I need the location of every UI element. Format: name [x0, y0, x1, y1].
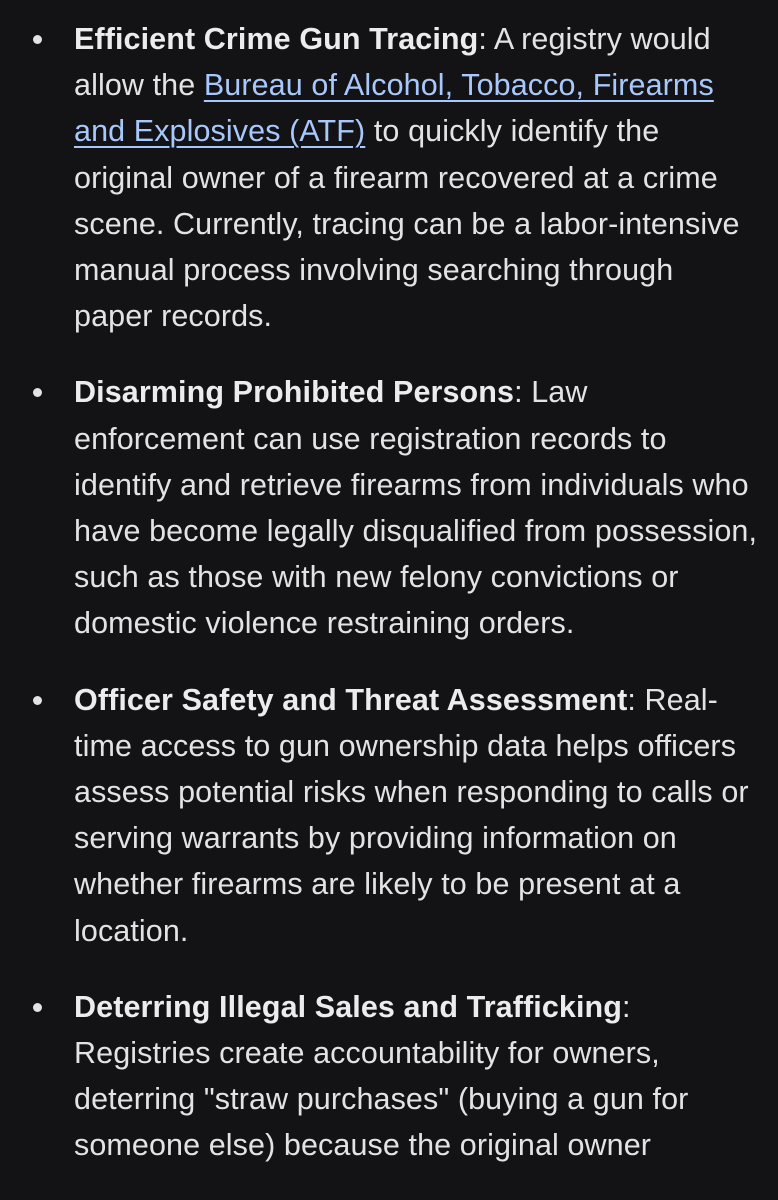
list-item-crime-gun-tracing [0, 16, 758, 339]
item-text: Registries create accountability for owners, deterring "straw purchases" (buying a gun for someone else) because the original owner [74, 1036, 689, 1163]
list-item-deterring-illegal-sales [0, 984, 758, 1169]
bullet-icon [33, 388, 42, 397]
bullet-icon [33, 1003, 42, 1012]
atf-link[interactable]: Bureau of Alcohol, Tobacco, Firearms and Explosives (ATF) [74, 68, 714, 149]
list-item-officer-safety [0, 677, 758, 954]
item-text: Law enforcement can use registration records to identify and retrieve firearms from individuals who have become legally disqualified from possession, such as those with new felony convictions or domestic violence restraining orders. [74, 375, 758, 641]
item-colon: : [627, 682, 636, 717]
bullet-icon [33, 35, 42, 44]
item-heading: Deterring Illegal Sales and Trafficking [74, 989, 622, 1024]
item-heading: Disarming Prohibited Persons [74, 375, 515, 410]
list-item-disarming-prohibited [0, 369, 758, 646]
item-colon: : [622, 989, 631, 1024]
bullet-icon [33, 696, 42, 705]
item-colon: : [478, 22, 487, 56]
item-heading: Efficient Crime Gun Tracing [74, 22, 479, 56]
item-text: to quickly identify the original owner of a firearm recovered at a crime scene. Currently, tracing can be a labor-intensive manual process involving searching through paper records. [74, 114, 740, 334]
item-heading: Officer Safety and Threat Assessment [74, 682, 628, 717]
item-colon: : [514, 375, 523, 410]
item-text: A registry would allow the [74, 22, 711, 103]
item-text: Real-time access to gun ownership data helps officers assess potential risks when responding to calls or serving warrants by providing information on whether firearms are likely to be present at a location. [74, 682, 749, 948]
